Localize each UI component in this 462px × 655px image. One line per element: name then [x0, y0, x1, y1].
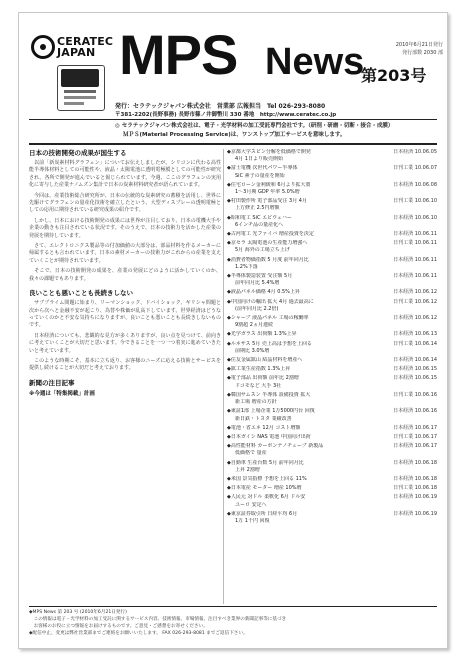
news-source: 日本経済 10.06.18 [393, 459, 437, 466]
footer [29, 609, 437, 637]
news-detail: 5月 海外の工場立ち上げ [235, 247, 290, 254]
news-item [227, 257, 437, 271]
news-headline: ◆高性能材料 カーボンナノチューブ 新製品 [227, 443, 324, 450]
news-headline: ◆古河電工 光ファイバ 増産投資を決定 [227, 231, 314, 238]
news-source: 日本経済 10.06.15 [393, 375, 437, 382]
paragraph: そこで、日本の技術開発の成果を、産業の発展にどのように活かしていくのか、我々の課題でもあります。 [29, 268, 221, 282]
news-headline: ◆人民元 対ドル 柔軟化 6月 ドル安 [227, 494, 306, 501]
news-source: 日本経済 10.06.12 [393, 289, 437, 296]
news-detail: 1.2%下落 [235, 263, 258, 270]
news-column [227, 149, 437, 604]
news-item [227, 511, 437, 525]
news-item [227, 434, 437, 441]
news-detail: 新日鉄・トヨタ 業績改善 [235, 415, 292, 422]
company-logo-text [57, 36, 117, 58]
footer-divider [29, 606, 437, 607]
news-detail: 新工場 増産の方針 [235, 399, 277, 406]
news-item [227, 299, 437, 313]
news-source: 日本経済 10.06.19 [393, 510, 437, 517]
paragraph: 今回は、産業技術総合研究所が、日本の伝統的な炭素研究の蓄積を活用し、世界に先駆けてグラフェンの量産化技術を確立したという、大型ディスプレーの透明電極としての応用に期待されている研究成果の紹介です。 [29, 192, 221, 214]
news-headline: ◆電池・省エネ 12月 コスト増額 [227, 424, 301, 431]
news-headline: ◆光学ガラス 出荷額 1.3%上昇 [227, 331, 297, 338]
news-headline: ◆米国 景気指標 予想を上回る 11% [227, 475, 307, 482]
news-detail: 前期比 3.0%増 [235, 347, 270, 354]
section-body [29, 160, 221, 283]
issue-date: 2010年6月21日発行 [395, 42, 443, 48]
ceratec-logo-icon [31, 35, 55, 59]
news-source: 日刊工業 10.06.17 [393, 433, 437, 440]
news-headline: ◆住宅ローン金利緩和 6月より拡大策 [227, 181, 311, 188]
news-source: 日刊工業 10.06.12 [393, 298, 437, 305]
paragraph: 以前「新炭素材料グラフェン」についてお伝えしましたが、シリコンに代わる高性能半導体材料としての可能性や、液晶・太陽電池に透明電極膜としての可能性が研究され、各所で開発が進んでいると報じられています。今週、ここのグラフェンの実用化に寄与した産業ナノムズン集計で日本の炭素材料研究者が語られています。 [29, 160, 221, 189]
news-headline: ◆京都大学スピン分解を低価格で開発 [227, 149, 311, 155]
news-source: 日本経済 10.06.17 [393, 424, 437, 431]
news-item [227, 315, 437, 329]
news-item [227, 165, 437, 179]
news-source: 日本経済 10.06.18 [393, 475, 437, 482]
news-headline: ◆韓国サムスン 半導体 設備投資 拡大 [227, 391, 311, 398]
news-detail: ドコモなど 大手 3社 [235, 382, 282, 389]
news-headline: ◆液晶パネル価格 4月 0.5%上昇 [227, 289, 300, 296]
news-detail: 上昇 2割増 [235, 466, 260, 473]
news-headline: ◆村田製作所 電子部品受注 3月 4月 [227, 198, 307, 205]
news-source: 日刊工業 10.06.11 [393, 240, 437, 247]
news-headline: ◆日本ガイシ NAS 電池 中国向け出荷 [227, 433, 311, 440]
section-heading: 良いことも悪いことも長続きしない [29, 289, 133, 298]
news-source: 日刊工業 10.06.07 [393, 165, 437, 172]
news-headline: ◆ルネサス 5月 売上高は予想を上回る [227, 340, 312, 347]
news-detail: ユーロ 安定へ [235, 501, 267, 508]
news-item [227, 240, 437, 254]
news-detail: 前年同月比 5.4%増 [235, 280, 280, 287]
news-item [227, 375, 437, 389]
news-source: 日本経済 10.06.11 [393, 231, 437, 238]
paragraph: このような時期こそ、基本に立ち返り、お客様のニーズに応える技術とサービスを提供し続けることが大切だと考えております。 [29, 357, 221, 372]
news-item [227, 485, 437, 492]
publisher-line: 発行：セラテックジャパン株式会社 営業部 広報担当 Tel 026-293-8080 [115, 103, 326, 110]
footer-line: ◆MPS News 第 203 号 (2010年6月21日発行) [29, 610, 127, 615]
news-source: 日本経済 10.06.11 [393, 256, 437, 263]
footer-line: ◆配信中止、変更は弊社営業部までご連絡をお願いいたします。 FAX 026-293-8081 までご返信下さい。 [29, 631, 248, 636]
news-source: 日本経済 10.06.12 [393, 315, 437, 322]
news-item [227, 408, 437, 422]
header-bottom-rule [29, 143, 437, 145]
news-headline: ◆富士電機 次世代パワー半導体 [227, 165, 298, 172]
news-source: 日本経済 10.06.08 [393, 181, 437, 188]
news-headline: ◆東証1部 上場企業 1万5000円台 回復 [227, 408, 315, 415]
column-divider [223, 149, 224, 604]
paragraph: サブプライム問題に始まり、リーマンショック、ドバイショック、ギリシャ問題と次から次へと金融不安が起こり、為替や株価が乱高下しています。世界経済はどうなっていくのかと不安な気持ちになりますが、良いことも悪いことも長続きしないものです。 [29, 300, 221, 329]
news-detail: 上方修正 2.5円増額 [235, 205, 280, 212]
paragraph: しかし、日本における技術開発の成果には世界が注目しており、日本の電機大手や企業の動きも注目されている状況です。そのうえで、日本の技術力を活かした産業の発展を期待しています。 [29, 217, 221, 239]
news-detail: 1万 1千円 回復 [235, 517, 270, 524]
news-headline: ◆東京証券取引所 日経平均 6月 [227, 510, 298, 517]
news-item [227, 425, 437, 432]
news-detail: SiC 素子の量産を開始 [235, 172, 285, 179]
news-item [227, 198, 437, 212]
news-source: 日刊工業 10.06.18 [393, 485, 437, 492]
section-heading: 日本の技術開発の成果が国生する [29, 149, 127, 157]
news-headline: ◆シャープ 液晶パネル 工場の稼働率 [227, 315, 309, 322]
news-detail: 9割超 2ヵ月連続 [235, 322, 273, 329]
news-source: 日本経済 10.06.16 [393, 408, 437, 415]
news-headline: ◆自動車 生産台数 5月 前年同月比 [227, 459, 304, 466]
mps-description: ＭＰＳ(Material Processing Service)は、ワンストップ加工サービスを意味します。 [123, 132, 346, 138]
news-headline: ◆半導体製造装置 受注額 5月 [227, 273, 293, 280]
issue-circulation: 発行部数 2030 部 [402, 50, 443, 56]
news-item [227, 392, 437, 406]
news-source: 日本経済 10.06.10 [393, 214, 437, 221]
news-source: 日刊工業 10.06.14 [393, 340, 437, 347]
news-item [227, 366, 437, 373]
news-headline: ◆鉱工業生産指数 1.3%上昇 [227, 366, 291, 373]
paragraph: 日本経済についても、悲観的な見方が多くありますが、良い点を見つけて、前向きに考えていくことが大切だと思います。今できることを一つ一つ着実に進めていきたいと考えています。 [29, 332, 221, 354]
news-item [227, 231, 437, 238]
news-item [227, 476, 437, 483]
footer-line: この情報は電子・光学材料の加工受託に関するサービス内容、技術情報、市場情報、注目すべき業界の新聞記事等に基づき [29, 617, 287, 622]
news-source: 日本経済 10.06.13 [393, 331, 437, 338]
news-source: 日本経済 10.06.15 [393, 366, 437, 373]
newsletter-page [18, 12, 448, 649]
logo-line-1: CERATEC [57, 35, 114, 48]
section-heading: 新聞の注目記事 [29, 378, 75, 387]
newsletter-subtitle: News [265, 41, 365, 83]
news-item [227, 443, 437, 457]
news-headline: ◆電子部品 出荷額 前年比 2割増 [227, 375, 299, 382]
news-item [227, 215, 437, 229]
news-detail: 低価格で 量産 [235, 450, 267, 457]
news-item [227, 331, 437, 338]
logo-line-2: JAPAN [57, 46, 96, 59]
company-intro: ◎ セラテックジャパン株式会社は、電子・光学材料の加工受託専門会社です。（研削・研磨・切断・接合・成膜） [115, 123, 394, 129]
news-source: 日本経済 10.06.19 [393, 494, 437, 501]
issue-number: 第203号 [361, 66, 427, 85]
news-item [227, 182, 437, 196]
header-divider [29, 119, 437, 120]
left-column [29, 149, 221, 604]
section-body [29, 300, 221, 373]
news-headline: ◆京セラ 太陽電池の生産能力増強へ [227, 240, 308, 247]
paragraph: さて、エレクトロニクス製品等の付加価値の大部分は、部品材料を作るメーカーに帰属するとも言われています。日本の素材メーカーの技術力がこれからの産業を支えていくことが期待されています。 [29, 243, 221, 264]
news-source: 日本経済 10.06.11 [393, 273, 437, 280]
list-item: ※今週は「特集掲載」計画 [29, 390, 95, 397]
news-item [227, 149, 437, 163]
news-item [227, 494, 437, 508]
news-headline: ◆日本電産 モーター 増産 10%増 [227, 485, 302, 492]
news-detail: 4月 1日より販売開始 [235, 156, 283, 163]
news-source: 日刊工業 10.06.16 [393, 391, 437, 398]
news-headline: ◆住友金属鉱山 結晶材料を増産へ [227, 357, 303, 364]
footer-line: お客様のお役に立つ情報をお届けするものです。ご意見・ご感想をお寄せください。 [29, 624, 208, 629]
news-headline: ◆中国向けの輸出 拡大 4月 過去最高に [227, 298, 314, 305]
news-detail: (前年同月比 2.2倍) [235, 305, 279, 312]
address-line: 〒381-2202(長野事務) 長野市篠ノ井御幣川 330 番地 http://www.ceratec.co.jp [115, 112, 337, 118]
news-detail: 1〜3月期 GDP 年率 5.0%増 [235, 189, 300, 196]
news-item [227, 341, 437, 355]
certification-badge-icon [57, 65, 105, 111]
news-item [227, 460, 437, 474]
news-headline: ◆消費者物価指数 5 月度 前年同月比 [227, 256, 309, 263]
news-item [227, 289, 437, 296]
news-source: 日本経済 10.06.14 [393, 357, 437, 364]
news-source: 日本経済 10.06.17 [393, 443, 437, 450]
news-source: 日刊工業 10.06.10 [393, 198, 437, 205]
newsletter-title: MPS [119, 23, 238, 86]
news-detail: 6インチ品の量産化へ [235, 221, 284, 228]
news-source: 日本経済 10.06.05 [393, 149, 437, 155]
issue-meta [369, 41, 443, 57]
news-headline: ◆昭和電工 SiC エピウェハー [227, 214, 292, 221]
news-item [227, 273, 437, 287]
news-item [227, 357, 437, 364]
